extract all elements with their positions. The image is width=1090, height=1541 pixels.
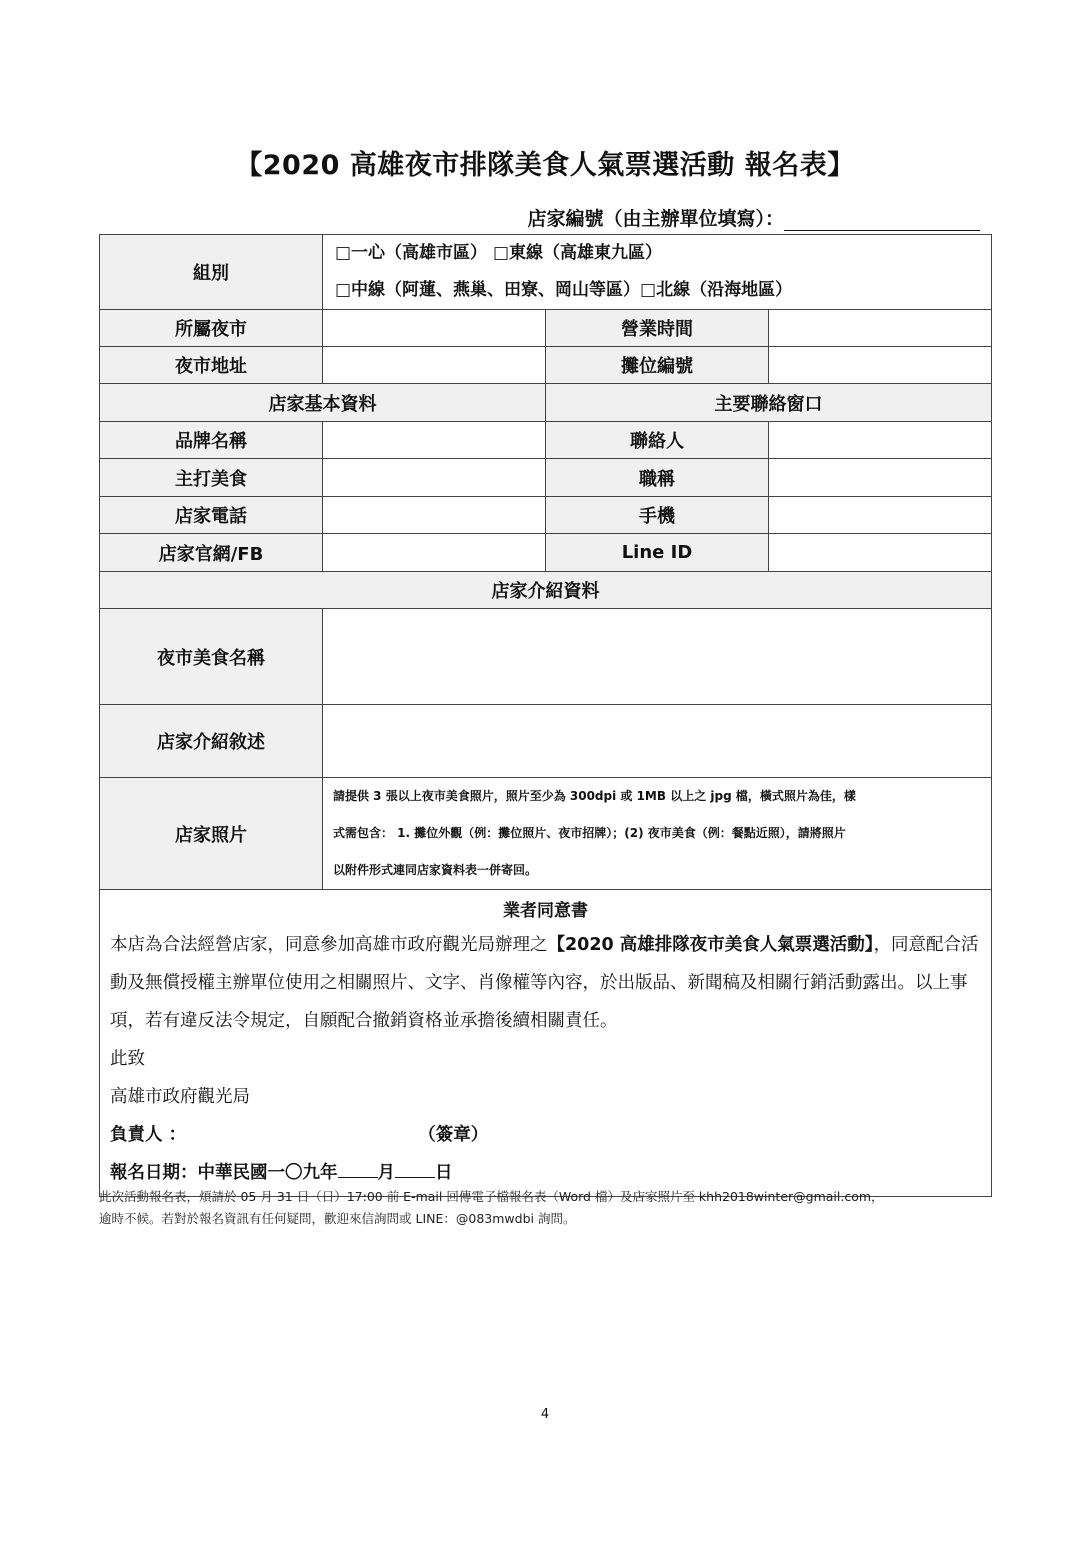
footnote-line1: 此次活動報名表，煩請於 05 月 31 日（日）17:00 前 E-mail 回傳電子檔報名表（Word 檔）及店家照片至 khh2018winter@gmail.com，: [99, 1189, 884, 1204]
consent-event-name: 【2020 高雄排隊夜市美食人氣票選活動】: [547, 935, 874, 955]
consent-recipient: 高雄市政府觀光局: [110, 1087, 250, 1107]
group-options[interactable]: [323, 235, 992, 310]
section-store-intro: 店家介紹資料: [100, 572, 992, 609]
responsible-label: 負責人 ：: [110, 1125, 187, 1145]
brand-name-field[interactable]: [323, 422, 546, 459]
job-title-field[interactable]: [769, 459, 992, 497]
contact-person-field[interactable]: [769, 422, 992, 459]
contact-person-label: 聯絡人: [546, 422, 769, 459]
consent-text-a: 本店為合法經營店家，同意參加高雄市政府觀光局辦理之: [110, 935, 548, 955]
month-blank[interactable]: [338, 1159, 378, 1178]
page-number: 4: [540, 1407, 550, 1422]
seal-label: （簽章）: [418, 1125, 489, 1145]
website-fb-field[interactable]: [323, 534, 546, 572]
section-basic-info: 店家基本資料: [100, 384, 546, 422]
group-options-line1[interactable]: □一心（高雄市區） □東線（高雄東九區）: [335, 243, 663, 263]
photo-note-line2: 式需包含： 1. 攤位外觀（例：攤位照片、夜市招牌）；(2) 夜市美食（例：餐點近照），請將照片: [333, 826, 846, 840]
business-hours-field[interactable]: [769, 310, 992, 347]
food-name-label: 夜市美食名稱: [100, 609, 323, 705]
footnote: [99, 1186, 999, 1230]
night-market-label: 所屬夜市: [100, 310, 323, 347]
store-number-field: [527, 204, 980, 231]
group-label: 組別: [100, 235, 323, 310]
consent-section: [100, 890, 992, 1197]
market-address-label: 夜市地址: [100, 347, 323, 384]
food-name-field[interactable]: [323, 609, 992, 705]
consent-text-c: ，同意配合活動及無償授權主辦單位使用之相關照片、文字、肖像權等內容，於出版品、新聞稿及相關行銷活動露出。以上事項，若有違反法令規定，自願配合撤銷資格並承擔後續相關責任。: [110, 935, 979, 1031]
day-blank[interactable]: [395, 1159, 435, 1178]
store-photo-instructions: [323, 778, 992, 890]
night-market-field[interactable]: [323, 310, 546, 347]
store-photo-label: 店家照片: [100, 778, 323, 890]
store-intro-label: 店家介紹敘述: [100, 705, 323, 778]
brand-name-label: 品牌名稱: [100, 422, 323, 459]
consent-salutation: 此致: [110, 1049, 145, 1069]
photo-note-line3: 以附件形式連同店家資料表一併寄回。: [333, 863, 538, 877]
store-intro-field[interactable]: [323, 705, 992, 778]
line-id-field[interactable]: [769, 534, 992, 572]
signature-food-field[interactable]: [323, 459, 546, 497]
market-address-field[interactable]: [323, 347, 546, 384]
business-hours-label: 營業時間: [546, 310, 769, 347]
photo-note-line1: 請提供 3 張以上夜市美食照片，照片至少為 300dpi 或 1MB 以上之 jpg 檔，橫式照片為佳，樣: [333, 789, 856, 803]
footnote-line2: 逾時不候。若對於報名資訊有任何疑問，歡迎來信詢問或 LINE：@083mwdbi 詢問。: [99, 1211, 576, 1226]
store-phone-label: 店家電話: [100, 497, 323, 534]
group-options-line2[interactable]: □中線（阿蓮、燕巢、田寮、岡山等區）□北線（沿海地區）: [335, 280, 793, 300]
consent-text: [110, 926, 981, 1040]
mobile-field[interactable]: [769, 497, 992, 534]
stall-number-field[interactable]: [769, 347, 992, 384]
signature-food-label: 主打美食: [100, 459, 323, 497]
page-title: 【2020 高雄夜市排隊美食人氣票選活動 報名表】: [235, 150, 855, 181]
month-label: 月: [377, 1163, 395, 1183]
stall-number-label: 攤位編號: [546, 347, 769, 384]
section-main-contact: 主要聯絡窗口: [546, 384, 992, 422]
store-phone-field[interactable]: [323, 497, 546, 534]
responsible-person-line: [110, 1116, 981, 1154]
date-prefix: 報名日期：中華民國一〇九年: [110, 1163, 338, 1183]
registration-form: [99, 234, 992, 1197]
mobile-label: 手機: [546, 497, 769, 534]
consent-title: 業者同意書: [503, 901, 588, 921]
job-title-label: 職稱: [546, 459, 769, 497]
store-number-label: 店家編號（由主辦單位填寫）：: [527, 208, 784, 230]
website-fb-label: 店家官網/FB: [100, 534, 323, 572]
line-id-label: Line ID: [546, 534, 769, 572]
day-label: 日: [435, 1163, 453, 1183]
store-number-blank[interactable]: [784, 210, 980, 231]
